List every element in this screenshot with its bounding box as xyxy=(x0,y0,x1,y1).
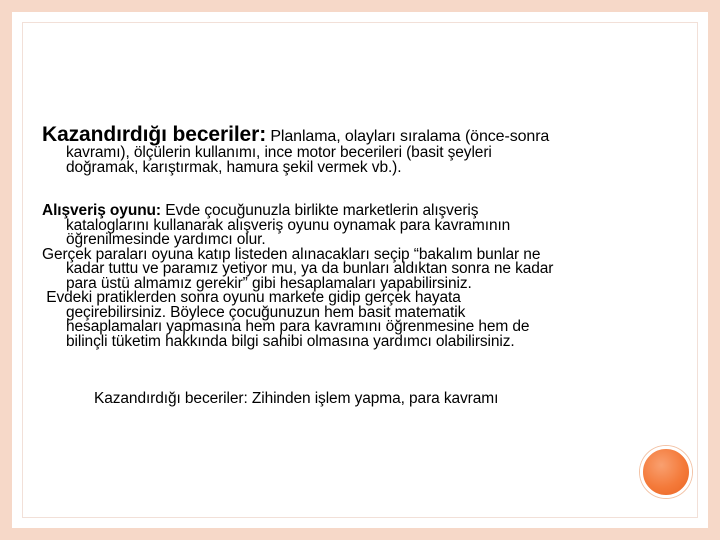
decorative-orange-circle xyxy=(640,446,692,498)
skills-text-line2: kavramı), ölçülerin kullanımı, ince motor becerileri (basit şeyleri xyxy=(66,144,492,161)
skills-heading: Kazandırdığı beceriler: xyxy=(42,123,267,146)
shopping-game-line-1-text: Evde çocuğunuzla birlikte marketlerin alışveriş xyxy=(165,202,479,219)
shopping-game-line-5: kadar tuttu ve paramız yetiyor mu, ya da bunları aldıktan sonra ne kadar xyxy=(66,260,554,277)
shopping-game-line-9: hesaplamaları yapmasına hem para kavramını öğrenmesine hem de xyxy=(66,318,530,335)
shopping-game-line-4: Gerçek paraları oyuna katıp listeden alınacakları seçip “bakalım bunlar ne xyxy=(42,245,541,263)
shopping-game-line-6: para üstü almamız gerekir” gibi hesaplamaları yapabilirsiniz. xyxy=(66,274,472,292)
shopping-game-line-7: Evdeki pratiklerden sonra oyunu markete gidip gerçek hayata xyxy=(42,289,461,306)
skills-summary: Kazandırdığı beceriler: Zihinden işlem yapma, para kavramı xyxy=(94,390,499,407)
skills-paragraph xyxy=(42,124,692,175)
skills-text-line3: doğramak, karıştırmak, hamura şekil vermek vb.). xyxy=(66,158,402,176)
shopping-game-line-2: kataloglarını kullanarak alışveriş oyunu oynamak para kavramının xyxy=(66,216,511,234)
shopping-game-line-8: geçirebilirsiniz. Böylece çocuğunuzun hem basit matematik xyxy=(66,303,466,321)
shopping-game-paragraph xyxy=(42,204,692,349)
skills-text-line1: Planlama, olayları sıralama (önce-sonra xyxy=(270,128,550,145)
shopping-game-line-10: bilinçli tüketim hakkında bilgi sahibi olmasına yardımcı olabilirsiniz. xyxy=(66,332,515,350)
shopping-game-heading: Alışveriş oyunu: xyxy=(42,202,161,219)
shopping-game-line-3: öğrenilmesinde yardımcı olur. xyxy=(66,231,266,248)
